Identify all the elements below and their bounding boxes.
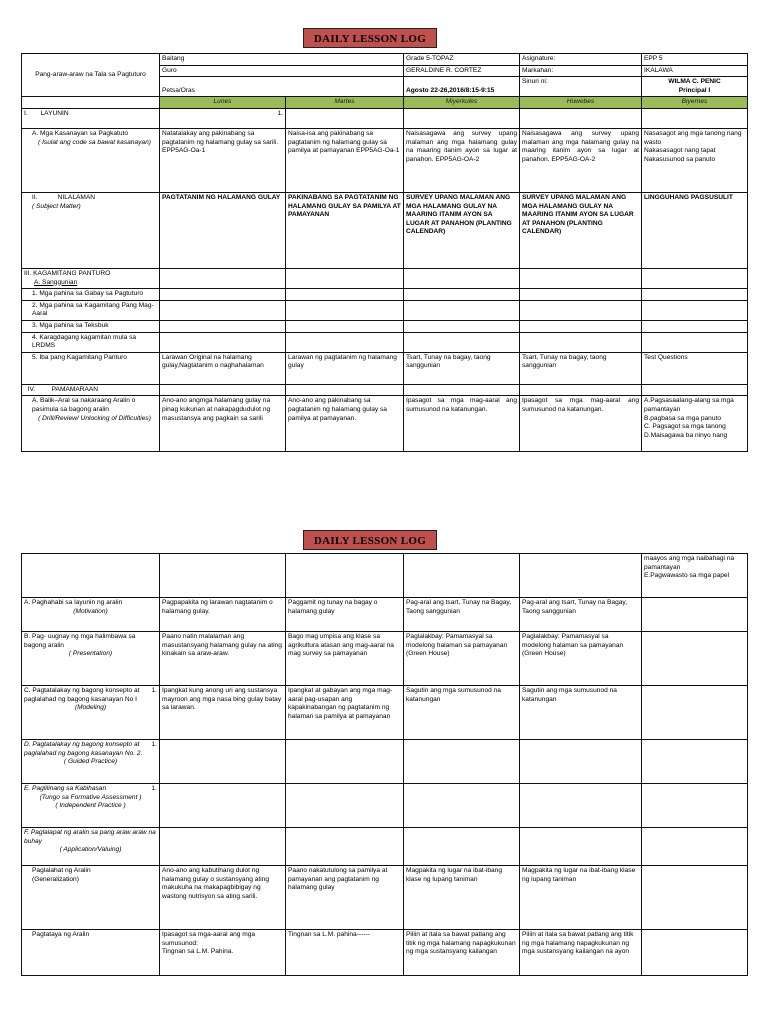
kasanayan-label: A. Mga Kasanayan sa Pagkatuto — [32, 129, 129, 137]
carry-cell — [404, 554, 520, 598]
kagamitan-cell — [160, 289, 286, 301]
baitang-label: Baitang — [160, 54, 404, 66]
carry-cell — [160, 554, 286, 598]
paglilinang-heading — [22, 784, 160, 828]
kagamitan-cell — [404, 300, 520, 320]
layunin-cell — [642, 108, 748, 128]
paglalahat-biyernes — [642, 866, 748, 930]
paglalapat-heading — [22, 828, 160, 866]
kagamitan-cell — [520, 300, 642, 320]
nilalaman-heading — [22, 192, 160, 268]
sinuri-label: Sinuri ni: — [520, 77, 642, 97]
kagamitan-cell — [642, 320, 748, 332]
pamamaraan-num: IV. — [27, 385, 36, 393]
pamamaraan-cell — [160, 384, 286, 396]
nilalaman-huwebes: SURVEY UPANG MALAMAN ANG MGA HALAMANG GULAY NA MAARING ITANIM AYON SA LUGAR AT PANAHON (PLANTING CALENDAR) — [520, 192, 642, 268]
paghahabi-lunes: Pagpapakita ng larawan nagtatanim o halamang gulay. — [160, 598, 286, 632]
carry-cell — [286, 554, 404, 598]
paglilinang-cell — [404, 784, 520, 828]
kagamitan-heading — [22, 268, 160, 288]
carry-biyernes: maayos ang mga naibahagi na pamantayan E.Pagwawasto sa mga papel — [642, 554, 748, 598]
sinuri-name: WILMA C. PENIC — [668, 78, 721, 86]
iba-martes: Larawan ng pagtatanim ng halamang gulay — [286, 352, 404, 384]
pagtatalakay-2-cell — [404, 740, 520, 784]
day-huwebes: Huwebes — [520, 97, 642, 109]
pamamaraan-cell — [520, 384, 642, 396]
pagtatalakay-2-heading — [22, 740, 160, 784]
kagamitan-cell — [520, 320, 642, 332]
paghahabi-biyernes — [642, 598, 748, 632]
markahan-value: IKALAWA — [642, 65, 748, 77]
kagamitan-cell — [286, 332, 404, 352]
pagtatalakay-1-label: C. Pagtatalakay ng bagong konsepto at paglalahad ng bagong kasanayan No I — [24, 687, 140, 703]
pag-uugnay-label: B. Pag- uugnay ng mga halimbawa sa bagong aralin — [24, 633, 136, 649]
paglalahat-note: (Generalization) — [32, 875, 79, 883]
nilalaman-martes: PAKINABANG SA PAGTATANIM NG HALAMANG GULAY SA PAMILYA AT PAMAYANAN — [286, 192, 404, 268]
guro-value: GERALDINE R. CORTEZ — [404, 65, 520, 77]
pagtataya-huwebes: Piliin at itala sa bawat patlang ang titik ng mga halamang napagkukunan ng mga sustansyang kailangan na ayon — [520, 930, 642, 976]
balik-aral-heading — [22, 396, 160, 452]
asignatura-value: EPP 5 — [642, 54, 748, 66]
balik-lunes: Ano-ano angmga halamang gulay na pinag kukunan at nakapagdudulot ng masustansya ang pagkain sa sarili — [160, 396, 286, 452]
carry-cell — [520, 554, 642, 598]
school-label: Pang-araw-araw na Tala sa Pagtuturo — [22, 54, 160, 97]
nilalaman-biyernes: LINGGUHANG PAGSUSULIT — [642, 192, 748, 268]
pagtatalakay-2-cell — [160, 740, 286, 784]
pagtataya-biyernes — [642, 930, 748, 976]
pagtatalakay-2-cell — [286, 740, 404, 784]
layunin-cell — [286, 108, 404, 128]
kagamitan-cell — [160, 332, 286, 352]
day-head-blank — [22, 97, 160, 109]
nilalaman-miyerkules: SURVEY UPANG MALAMAN ANG MGA HALAMANG GULAY NA MAARING ITANIM AYON SA LUGAR AT PANAHON (PLANTING CALENDAR) — [404, 192, 520, 268]
kagamitan-cell — [160, 268, 286, 288]
pagtatalakay-1-biyernes — [642, 686, 748, 740]
pamamaraan-heading — [22, 384, 160, 396]
paglalahat-martes: Paano nakatutulong sa pamilya at pamayanan ang pagtatanim ng halamang gulay — [286, 866, 404, 930]
sinuri-cell — [642, 77, 748, 97]
paglalahat-miyerkules: Magpakita ng lugar na ibat-ibang klase ng lupang taniman — [404, 866, 520, 930]
kagamitan-cell — [642, 300, 748, 320]
pagtataya-lunes: Ipasagot sa mga-aaral ang mga sumusunod: Tingnan sa L.M. Pahina. — [160, 930, 286, 976]
kagamitan-cell — [642, 289, 748, 301]
pagtatalakay-1-miyerkules: Sagutin ang mga sumusunod na katanungan — [404, 686, 520, 740]
asignatura-label: Asignature: — [520, 54, 642, 66]
pag-uugnay-miyerkules: Paglalakbay: Pamamasyal sa modelong halaman sa pamayanan (Green House) — [404, 632, 520, 686]
paglalapat-cell — [404, 828, 520, 866]
pagtatalakay-1-note: (Modeling) — [74, 704, 107, 712]
pagtatalakay-1-heading — [22, 686, 160, 740]
kagamitan-cell — [404, 289, 520, 301]
kasanayan-lunes: Natatalakay ang pakinabang sa pagtatanim ng halamang gulay sa sarili. EPP5AG-Oa-1 — [160, 128, 286, 192]
daily-lesson-log-banner: DAILY LESSON LOG — [303, 28, 437, 48]
paglalapat-cell — [520, 828, 642, 866]
pagtatalakay-1-marker: 1. — [151, 687, 157, 694]
nilalaman-label: NILALAMAN — [57, 193, 96, 201]
paglalapat-note: ( Application/Valuing) — [59, 846, 122, 854]
guro-label: Guro — [160, 65, 404, 77]
paglalahat-huwebes: Magpakita ng lugar na ibat-ibang klase ng lupang taniman — [520, 866, 642, 930]
paglilinang-cell — [520, 784, 642, 828]
pag-uugnay-huwebes: Paglalakbay: Pamamasyal sa modelong halaman sa pamayanan (Green House) — [520, 632, 642, 686]
paghahabi-miyerkules: Pag-aral ang tsart, Tunay na Bagay, Taong sanggunian — [404, 598, 520, 632]
day-lunes: Lunes — [160, 97, 286, 109]
nilalaman-num: II. — [32, 193, 38, 201]
pag-uugnay-heading — [22, 632, 160, 686]
pag-uugnay-note: ( Presentation) — [68, 650, 113, 658]
nilalaman-lunes: PAGTATANIM NG HALAMANG GULAY — [160, 192, 286, 268]
paglilinang-note: (Tungo sa Formative Assessment ) ( Independent Practice ) — [39, 793, 142, 810]
lesson-log-table-2 — [21, 553, 748, 976]
iba-miyerkules: Tsart, Tunay na bagay, taong sanggunian — [404, 352, 520, 384]
kagamitan-cell — [642, 332, 748, 352]
paglilinang-cell — [160, 784, 286, 828]
iba-lunes: Larawan Original na halamang gulay,Nagtatanim o naghahalaman — [160, 352, 286, 384]
balik-aral-note: ( Drill/Review/ Unlocking of Difficulties) — [38, 414, 151, 422]
paghahabi-note: (Motivation) — [73, 607, 108, 615]
petsa-value: Agosto 22-26,2016/8:15-9:15 — [404, 77, 520, 97]
kagamitan-cell — [642, 268, 748, 288]
day-miyerkules: Miyerkules — [404, 97, 520, 109]
iba-huwebes: Tsart, Tunay na bagay, taong sanggunian — [520, 352, 642, 384]
kagamitan-cell — [404, 320, 520, 332]
pagtataya-miyerkules: Piliin at itala sa bawat patlang ang titik ng mga halamang napagkukunan ng mga sustansyang kailangan — [404, 930, 520, 976]
day-biyernes: Biyernes — [642, 97, 748, 109]
kagamitan-cell — [520, 268, 642, 288]
paglilinang-marker: 1. — [151, 785, 157, 792]
pagtataya-martes: Tingnan sa L.M. pahina------ — [286, 930, 404, 976]
kagamitan-cell — [160, 320, 286, 332]
kagamitan-row-label: 3. Mga pahina sa Teksbuk — [22, 320, 160, 332]
pagtatalakay-2-cell — [642, 740, 748, 784]
lesson-log-table-1 — [21, 53, 748, 452]
paglalapat-cell — [286, 828, 404, 866]
sinuri-title: Principal I — [678, 86, 711, 94]
pagtatalakay-1-huwebes: Sagutin ang mga sumusunod na katanungan — [520, 686, 642, 740]
paglalahat-lunes: Ano-ano ang kabutihang dulot ng halamang gulay o sustansyang ating makukuha na makapagbibigay ng wastong nutrisyon sa ating sarili. — [160, 866, 286, 930]
day-martes: Martes — [286, 97, 404, 109]
layunin-marker: 1. — [160, 108, 286, 128]
layunin-cell — [520, 108, 642, 128]
kagamitan-row-label: 2. Mga pahina sa Kagamitang Pang Mag-Aaral — [22, 300, 160, 320]
pagtataya-label: Pagtataya ng Aralin — [32, 931, 90, 938]
balik-aral-label: A. Balik–Aral sa nakaraang Aralin o pasimula sa bagong aralin — [32, 397, 136, 413]
paglalapat-cell — [160, 828, 286, 866]
pagtatalakay-1-martes: Ipangkat at gabayan ang mga mag-aaral pag-usapan ang kapakinabangan ng pagtatanim ng halaman sa pamilya at pamayanan — [286, 686, 404, 740]
kasanayan-martes: Naisa-isa ang pakinabang sa pagtatanim ng halamang gulay sa pamilya at pamayanan EPP5AG-Oa-1 — [286, 128, 404, 192]
pagtatalakay-2-cell — [520, 740, 642, 784]
kagamitan-row-label: 1. Mga pahina sa Gabay sa Pagtuturo — [22, 289, 160, 301]
paglilinang-cell — [286, 784, 404, 828]
paglalapat-cell — [642, 828, 748, 866]
pag-uugnay-martes: Bago mag umpisa ang klase sa agrikultura atasan ang mag-aaral na mag survey sa pamayanan — [286, 632, 404, 686]
paghahabi-huwebes: Pag-aral ang tsart, Tunay na Bagay, Taong sanggunian — [520, 598, 642, 632]
kagamitan-cell — [160, 300, 286, 320]
pag-uugnay-lunes: Paano natin malalaman ang masustansyang halamang gulay na ating kinakain sa araw-araw. — [160, 632, 286, 686]
kasanayan-miyerkules: Naisasagawa ang survey upang malaman ang mga halamang gulay na maaring itanim ayon sa lugar at panahon. EPP5AG-OA-2 — [404, 128, 520, 192]
paglalahat-heading — [22, 866, 160, 930]
pagtatalakay-2-label: D. Pagtatalakay ng bagong konsepto at paglalahad ng bagong kasanayan No. 2. — [24, 741, 143, 757]
kagamitan-cell — [286, 300, 404, 320]
carry-cell — [22, 554, 160, 598]
paglilinang-label: E. Paglilinang sa Kabihasan — [24, 785, 107, 792]
kasanayan-heading — [22, 128, 160, 192]
layunin-cell — [404, 108, 520, 128]
kagamitan-row-label: 4. Karagdagang kagamitan mula sa LRDMS — [22, 332, 160, 352]
paghahabi-martes: Paggamit ng tunay na bagay o halamang gulay — [286, 598, 404, 632]
pagtatalakay-2-marker: 1. — [151, 741, 157, 748]
balik-huwebes: Ipasagot sa mga mag-aaral ang sumusunod na katanungan. — [520, 396, 642, 452]
balik-biyernes: A.Pagsasaalang-alang sa mga pamantayan B.pagbasa sa mga panuto C. Pagsagot sa mga tanong D.Maisagawa ba ninyo nang — [642, 396, 748, 452]
layunin-heading — [22, 108, 160, 128]
iba-biyernes: Test Questions — [642, 352, 748, 384]
markahan-label: Markahan: — [520, 65, 642, 77]
paglilinang-cell — [642, 784, 748, 828]
kasanayan-note: ( Isulat ang code sa bawat kasanayan) — [38, 138, 151, 146]
kagamitan-cell — [286, 320, 404, 332]
pagtatalakay-1-lunes: Ipangkat kung anong uri ang sustansya mayroon ang mga nasa bing gulay batay sa larawan. — [160, 686, 286, 740]
kagamitan-cell — [286, 289, 404, 301]
kasanayan-biyernes: Nasasagot ang mga tanong nang wasto Nakasasagot nang tapat Nakasusunod sa panuto — [642, 128, 748, 192]
pagtataya-heading — [22, 930, 160, 976]
iba-pang-kagamitan-label: 5. Iba pang Kagamitang Panturo — [22, 352, 160, 384]
pamamaraan-cell — [286, 384, 404, 396]
kagamitan-cell — [286, 268, 404, 288]
paghahabi-label: A. Paghahabi sa layunin ng aralin — [24, 599, 123, 606]
pagtatalakay-2-note: ( Guided Practice) — [63, 758, 118, 766]
kagamitan-cell — [404, 268, 520, 288]
paglalapat-label: F. Paglalapat ng aralin sa pang araw araw na buhay — [24, 829, 156, 845]
sanggunian-label: A. Sanggunian — [34, 278, 78, 286]
baitang-value: Grade 5-TOPAZ — [404, 54, 520, 66]
kagamitan-label: III. KAGAMITANG PANTURO — [24, 269, 111, 277]
paglalahat-label: Paglalahat ng Aralin — [32, 867, 91, 874]
kagamitan-cell — [520, 332, 642, 352]
kagamitan-cell — [404, 332, 520, 352]
daily-lesson-log-banner-2: DAILY LESSON LOG — [303, 530, 437, 550]
balik-martes: Ano-ano ang pakinabang sa pagtatanim ng halamang gulay sa pamilya at pamayanan. — [286, 396, 404, 452]
pamamaraan-cell — [404, 384, 520, 396]
paghahabi-heading — [22, 598, 160, 632]
kasanayan-huwebes: Naisasagawa ang survey upang malaman ang mga halamang gulay na maaring itanim ayon sa lugar at panahon. EPP5AG-OA-2 — [520, 128, 642, 192]
nilalaman-note: ( Subject Matter) — [32, 202, 81, 210]
layunin-label: LAYUNIN — [40, 109, 69, 117]
pamamaraan-cell — [642, 384, 748, 396]
pamamaraan-label: PAMAMARAAN — [51, 385, 99, 393]
layunin-num: I. — [24, 109, 28, 117]
kagamitan-cell — [520, 289, 642, 301]
pag-uugnay-biyernes — [642, 632, 748, 686]
petsa-label: Petsa/Oras — [160, 77, 404, 97]
balik-miyerkules: Ipasagot sa mga mag-aaral ang sumusunod na katanungan. — [404, 396, 520, 452]
